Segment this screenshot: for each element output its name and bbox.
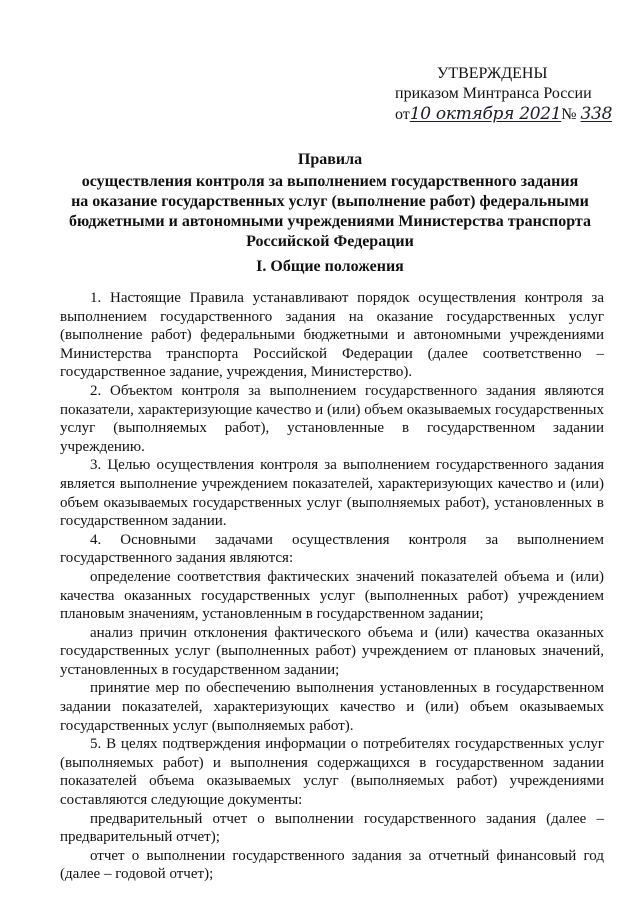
handwritten-date: 10 октября 2021 xyxy=(409,104,562,124)
order-reference: приказом Минтранса России xyxy=(395,85,592,102)
paragraph-4-item-3: принятие мер по обеспечению выполнения установленных в государственном задании показателей, характеризующих качество и (или) объем оказываемых государственных услуг (выполняемых работ). xyxy=(60,680,604,734)
paragraph-5-item-2: отчет о выполнении государственного задания за отчетный финансовый год (далее – годовой отчет); xyxy=(60,847,604,883)
paragraph-5: 5. В целях подтверждения информации о потребителях государственных услуг (выполняемых работ) и выполнения содержащихся в государственном задании показателей объема оказываемых услуг (выполняемых работ) учреждениями составляются следующие документы: xyxy=(60,736,604,809)
title-line-1: Правила xyxy=(297,151,363,168)
paragraph-3: 3. Целью осуществления контроля за выполнением государственного задания является выполнение учреждением показателей, характеризующих качество и (или) объем оказываемых государственных услуг (выполняемых работ), установленных в государственном задании. xyxy=(60,457,604,530)
title-line-5: Российской Федерации xyxy=(246,233,414,250)
paragraph-5-item-1: предварительный отчет о выполнении государственного задания (далее – предварительный отчет); xyxy=(60,810,604,846)
paragraph-4: 4. Основными задачами осуществления контроля за выполнением государственного задания являются: xyxy=(60,531,604,567)
paragraph-4-item-1: определение соответствия фактических значений показателей объема и (или) качества оказанных государственных услуг (выполненных работ) учреждением плановым значениям, установленным в государственном задании; xyxy=(60,568,604,623)
paragraph-4-item-2: анализ причин отклонения фактического объема и (или) качества оказанных государственных услуг (выполненных работ) учреждением от плановых значений, установленных в государственном задании; xyxy=(60,624,604,678)
handwritten-number: 338 xyxy=(580,104,613,124)
paragraph-1: 1. Настоящие Правила устанавливают порядок осуществления контроля за выполнением государственного задания на оказание государственных услуг (выполнение работ) федеральными бюджетными и автономными учреждениями Министерства транспорта Российской Федерации (далее соответственно – государственное задание, учреждения, Министерство). xyxy=(60,290,604,381)
section-heading: I. Общие положения xyxy=(256,258,404,275)
title-line-4: бюджетными и автономными учреждениями Министерства транспорта xyxy=(69,213,591,230)
document-body xyxy=(60,289,604,884)
title-line-2: осуществления контроля за выполнением государственного задания xyxy=(81,173,579,190)
title-line-3: на оказание государственных услуг (выполнение работ) федеральными xyxy=(71,193,589,210)
document-title xyxy=(60,150,600,252)
approved-label: УТВЕРЖДЕНЫ xyxy=(437,65,548,82)
paragraph-2: 2. Объектом контроля за выполнением государственного задания являются показатели, характеризующие качество и (или) объем оказываемых государственных услуг (выполняемых работ), установленные в государственном задании учреждению. xyxy=(60,382,604,455)
from-prefix: от xyxy=(395,106,410,123)
number-prefix: № xyxy=(561,106,577,123)
order-date-line xyxy=(395,104,625,125)
approval-stamp xyxy=(395,64,625,125)
